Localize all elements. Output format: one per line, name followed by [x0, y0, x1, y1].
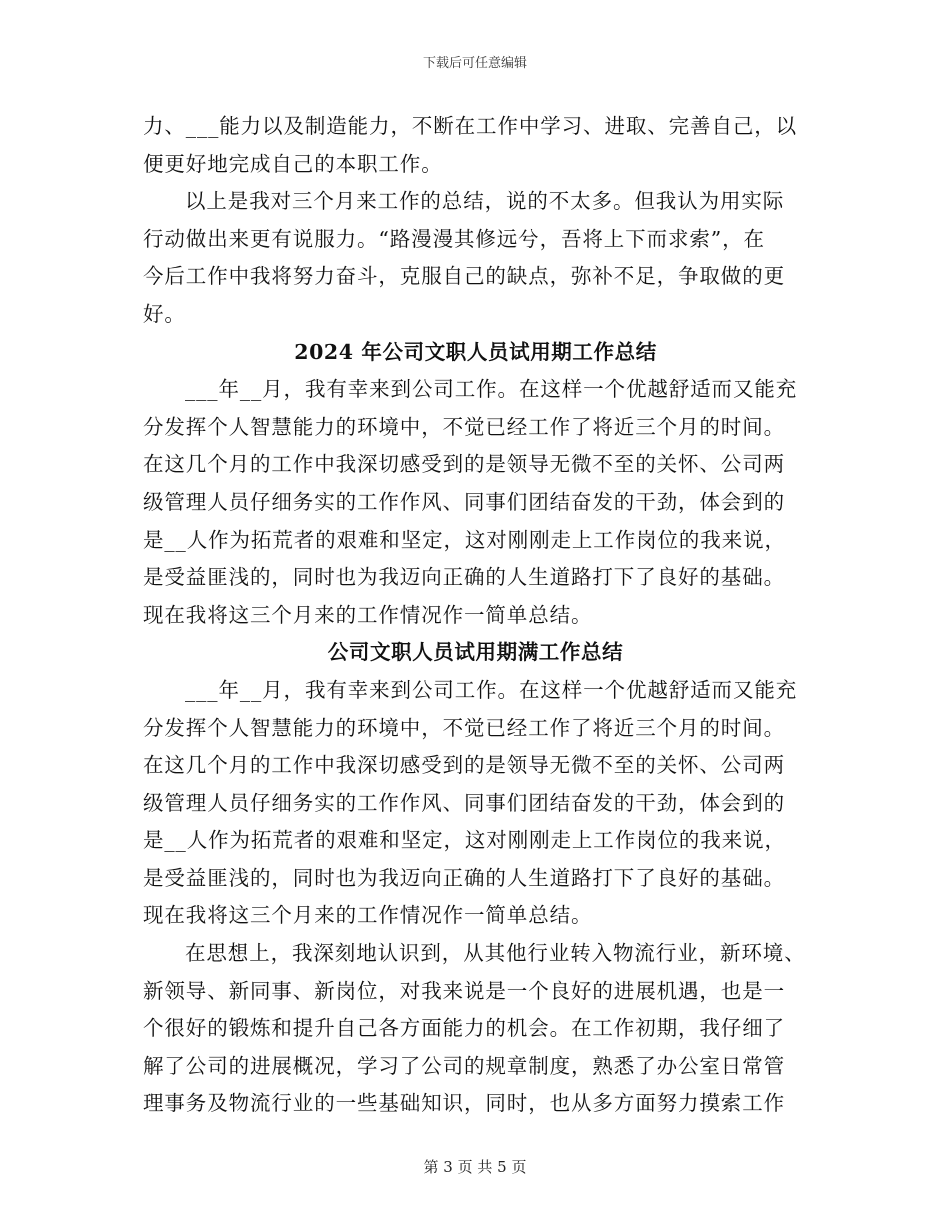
paragraph-1 — [143, 108, 808, 183]
section-heading-1: 2024 年公司文职人员试用期工作总结 — [294, 339, 657, 364]
text-line: 分发挥个人智慧能力的环境中，不觉已经工作了将近三个月的时间。 — [143, 414, 785, 439]
section-heading-2: 公司文职人员试用期满工作总结 — [327, 640, 624, 665]
text-line: 力、___能力以及制造能力，不断在工作中学习、进取、完善自己，以 — [143, 114, 798, 138]
text-line: 级管理人员仔细务实的工作作风、同事们团结奋发的干劲，体会到的 — [143, 790, 785, 815]
text-line: ___年__月，我有幸来到公司工作。在这样一个优越舒适而又能充 — [185, 377, 798, 402]
text-line: 现在我将这三个月来的工作情况作一简单总结。 — [143, 602, 593, 627]
text-line: 今后工作中我将努力奋斗，克服自己的缺点，弥补不足，争取做的更 — [143, 264, 785, 289]
text-line: 新领导、新同事、新岗位，对我来说是一个良好的进展机遇，也是一 — [143, 978, 785, 1003]
text-line: 是__人作为拓荒者的艰难和坚定，这对刚刚走上工作岗位的我来说， — [143, 828, 786, 853]
text-line: 以上是我对三个月来工作的总结，说的不太多。但我认为用实际 — [185, 189, 785, 214]
text-line: 级管理人员仔细务实的工作作风、同事们团结奋发的干劲，体会到的 — [143, 489, 785, 514]
text-line: 好。 — [143, 301, 186, 326]
paragraph-2 — [143, 183, 808, 333]
text-line: 是受益匪浅的，同时也为我迈向正确的人生道路打下了良好的基础。 — [143, 565, 785, 590]
text-line: 现在我将这三个月来的工作情况作一简单总结。 — [143, 903, 593, 928]
page-header: 下载后可任意编辑 — [422, 56, 527, 71]
text-line: 解了公司的进展概况，学习了公司的规章制度，熟悉了办公室日常管 — [143, 1053, 785, 1078]
text-line: 个很好的锻炼和提升自己各方面能力的机会。在工作初期，我仔细了 — [143, 1016, 785, 1041]
text-line: 行动做出来更有说服力。“路漫漫其修远兮，吾将上下而求索”，在 — [143, 226, 765, 251]
page-footer: 第 3 页 共 5 页 — [423, 1158, 527, 1176]
text-line: ___年__月，我有幸来到公司工作。在这样一个优越舒适而又能充 — [185, 677, 798, 702]
paragraph-3 — [143, 371, 808, 634]
text-line: 在这几个月的工作中我深切感受到的是领导无微不至的关怀、公司两 — [143, 452, 785, 477]
text-line: 是__人作为拓荒者的艰难和坚定，这对刚刚走上工作岗位的我来说， — [143, 527, 786, 552]
text-line: 在思想上，我深刻地认识到，从其他行业转入物流行业，新环境、 — [185, 941, 806, 966]
paragraph-4 — [143, 672, 808, 935]
text-line: 在这几个月的工作中我深切感受到的是领导无微不至的关怀、公司两 — [143, 753, 785, 778]
paragraph-5 — [143, 935, 808, 1123]
text-line: 便更好地完成自己的本职工作。 — [143, 151, 443, 176]
text-line: 分发挥个人智慧能力的环境中，不觉已经工作了将近三个月的时间。 — [143, 715, 785, 740]
text-line: 是受益匪浅的，同时也为我迈向正确的人生道路打下了良好的基础。 — [143, 865, 785, 890]
document-body — [143, 108, 808, 1123]
text-line: 理事务及物流行业的一些基础知识，同时，也从多方面努力摸索工作 — [143, 1091, 785, 1116]
